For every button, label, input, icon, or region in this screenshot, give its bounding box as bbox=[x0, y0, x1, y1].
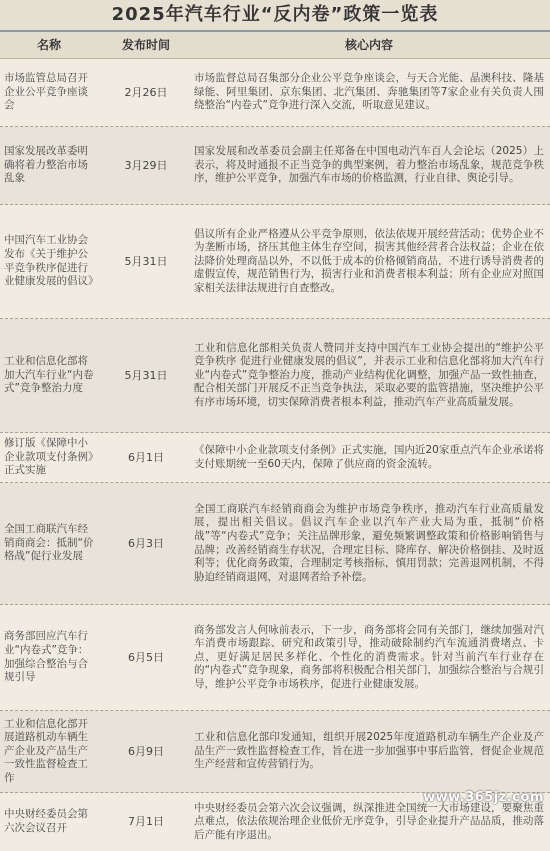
row-name: 工业和信息化部将加大汽车行业“内卷式”竞争整治力度 bbox=[4, 355, 94, 395]
row-date: 6月5日 bbox=[128, 650, 164, 664]
table-row bbox=[0, 127, 550, 205]
row-date: 6月1日 bbox=[128, 450, 164, 464]
row-content: 全国工商联汽车经销商商会为维护市场竞争秩序，推动汽车行业高质量发展，提出相关倡议。倡议汽车企业以汽车产业大局为重，抵制“价格战”等“内卷式”竞争；关注品牌形象，避免频繁调整政策和价格影响销售与品牌；改善经销商生存状况，合理定目标、降库存、解决价格倒挂、及时返利等；优化商务政策，合理制定考核指标，慎用罚款；完善退网机制，不得胁迫经销商退网，对退网者给予补偿。 bbox=[194, 502, 544, 583]
table-row bbox=[0, 433, 550, 483]
row-name: 修订版《保障中小企业款项支付条例》正式实施 bbox=[4, 437, 94, 477]
row-date: 7月1日 bbox=[128, 815, 164, 829]
row-date: 3月29日 bbox=[124, 158, 168, 172]
header-date: 发布时间 bbox=[121, 38, 170, 52]
header-content: 核心内容 bbox=[344, 38, 393, 52]
table-row bbox=[0, 205, 550, 319]
site-watermark: www.365jz.com bbox=[423, 790, 544, 805]
row-name: 全国工商联汽车经销商商会：抵制“价格战”促行业发展 bbox=[4, 523, 94, 563]
row-name: 市场监管总局召开企业公平竞争座谈会 bbox=[4, 72, 88, 112]
table-row bbox=[0, 59, 550, 127]
row-date: 5月31日 bbox=[124, 254, 168, 268]
row-date: 5月31日 bbox=[124, 368, 168, 382]
table-header bbox=[0, 32, 550, 59]
row-content: 《保障中小企业款项支付条例》正式实施，国内近20家重点汽车企业承诺将支付账期统一至60天内，保障了供应商的资金流转。 bbox=[194, 443, 544, 470]
row-content: 中央财经委员会第六次会议强调，纵深推进全国统一大市场建设，要聚焦重点难点，依法依规治理企业低价无序竞争，引导企业提升产品品质，推动落后产能有序退出。 bbox=[194, 801, 544, 841]
row-content: 市场监督总局召集部分企业公平竞争座谈会，与天合光能、晶澳科技、隆基绿能、阿里集团、京东集团、北汽集团、奔驰集团等7家企业有关负责人围绕整治“内卷式”竞争进行深入交流，听取意见建议。 bbox=[194, 72, 544, 112]
row-content: 工业和信息化部印发通知，组织开展2025年度道路机动车辆生产企业及产品生产一致性监督检查工作，旨在进一步加强事中事后监管，督促企业规范生产经营和宣传营销行为。 bbox=[194, 731, 544, 771]
row-content: 商务部发言人何咏前表示，下一步，商务部将会同有关部门，继续加强对汽车消费市场跟踪、研究和政策引导，推动破除制约汽车流通消费堵点、卡点，更好满足居民多样化、个性化的消费需求。针对当前汽车行业存在的“内卷式”竞争现象，商务部将积极配合相关部门，加强综合整治与合规引导，维护公平竞争市场秩序，促进行业健康发展。 bbox=[194, 623, 544, 690]
table-title: 2025年汽车行业“反内卷”政策一览表 bbox=[0, 0, 550, 32]
row-name: 中国汽车工业协会发布《关于维护公平竞争秩序促进行业健康发展的倡议》 bbox=[4, 234, 99, 288]
row-name: 国家发展改革委明确将着力整治市场乱象 bbox=[4, 145, 88, 185]
row-content: 倡议所有企业严格遵从公平竞争原则，依法依规开展经营活动；优势企业不为垄断市场，挤压其他主体生存空间，损害其他经营者合法权益；企业在依法降价处理商品以外，不以低于成本的价格倾销商品，不进行诱导消费者的虚假宣传，规范销售行为，损害行业和消费者根本利益；所有企业应对照国家相关法律法规进行自查整改。 bbox=[194, 227, 544, 294]
row-date: 2月26日 bbox=[124, 85, 168, 99]
row-name: 商务部回应汽车行业“内卷式”竞争：加强综合整治与合规引导 bbox=[4, 630, 89, 684]
table-row bbox=[0, 319, 550, 433]
row-name: 工业和信息化部开展道路机动车辆生产企业及产品生产一致性监督检查工作 bbox=[4, 717, 88, 784]
row-content: 国家发展和改革委员会副主任郑备在中国电动汽车百人会论坛（2025）上表示，将及时通报不正当竞争的典型案例，着力整治市场乱象，规范竞争秩序，维护公平竞争，加强汽车市场的价格监测，行业自律、舆论引导。 bbox=[194, 145, 544, 185]
table-row bbox=[0, 483, 550, 605]
row-date: 6月3日 bbox=[128, 536, 164, 550]
row-date: 6月9日 bbox=[128, 744, 164, 758]
header-name: 名称 bbox=[36, 38, 61, 52]
row-content: 工业和信息化部相关负责人赞同并支持中国汽车工业协会提出的“维护公平竞争秩序 促进行业健康发展的倡议”，并表示工业和信息化部将加大汽车行业“内卷式”竞争整治力度，推动产业结构优化调整，加强产品一致性抽查，配合相关部门开展反不正当竞争执法，采取必要的监管措施，坚决维护公平有序市场环境，切实保障消费者根本利益，推动汽车产业高质量发展。 bbox=[194, 341, 544, 408]
row-name: 中央财经委员会第六次会议召开 bbox=[4, 808, 88, 834]
table-row bbox=[0, 605, 550, 711]
table-row bbox=[0, 711, 550, 793]
